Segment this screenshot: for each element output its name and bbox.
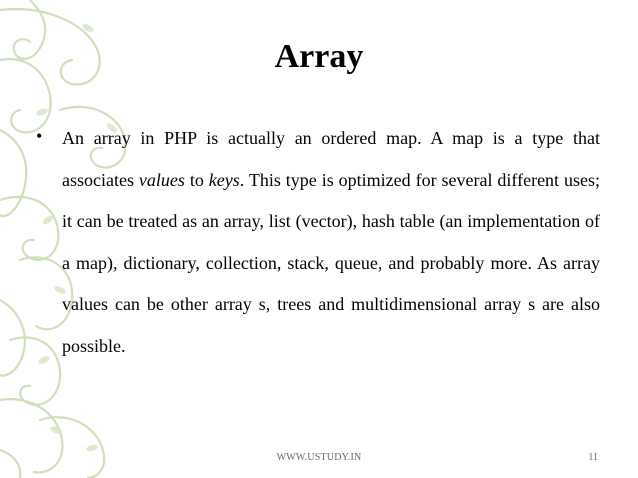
term-keys: keys — [208, 169, 240, 190]
term-values: values — [138, 169, 185, 190]
bullet-icon: • — [36, 126, 43, 146]
slide-title-text: Array — [274, 38, 364, 75]
slide-title — [0, 38, 638, 76]
footer-url: WWW.USTUDY.IN — [276, 452, 362, 463]
page-number: 11 — [588, 452, 598, 463]
slide-body — [36, 118, 602, 367]
body-text-part3: . This type is optimized for several different uses; it can be treated as an array, list (vector), hash table (an implementation of a map), dictionary, collection, stack, queue, and probably more. As array values can be other array s, trees and multidimensional array s are also possible. — [62, 169, 600, 356]
body-text-part2: to — [184, 169, 209, 190]
body-text-part1: An array in PHP is actually an ordered map. A map is a type that associates — [62, 128, 600, 190]
body-paragraph — [62, 118, 600, 367]
